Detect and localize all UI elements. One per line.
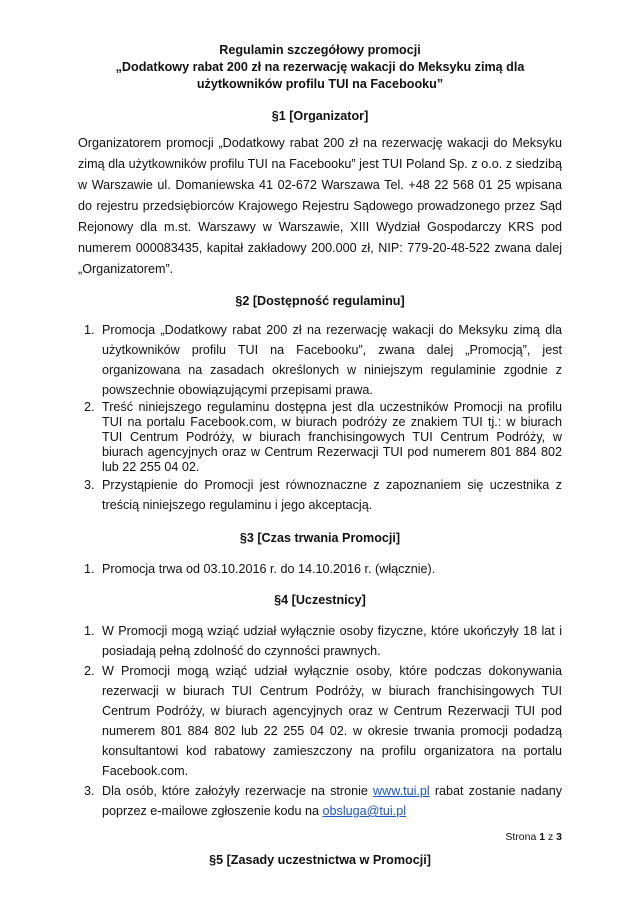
list-item: 2. W Promocji mogą wziąć udział wyłącznie osoby, które podczas dokonywania rezerwacji w biurach TUI Centrum Podróży, w biurach franchisingowych TUI Centrum Podróży, w biurach agencyjnych oraz w Centrum Rezerwacji TUI pod numerem 801 884 802 lub 22 255 04 02. w okresie trwania promocji podadzą konsultantowi kod rabatowy zamieszczony na profilu organizatora na portalu Facebook.com. bbox=[98, 661, 562, 781]
title-line-1: Regulamin szczegółowy promocji bbox=[219, 43, 421, 57]
list-item: 2. Treść niniejszego regulaminu dostępna jest dla uczestników Promocji na profilu TUI na portalu Facebook.com, w biurach podróży ze znakiem TUI tj.: w biurach TUI Centrum Podróży, w biurach franchisingowych TUI Centrum Podróży, w biurach agencyjnych oraz w Centrum Rezerwacji TUI pod numerem 801 884 802 lub 22 255 04 02. bbox=[98, 400, 562, 475]
section-1-text: Organizatorem promocji „Dodatkowy rabat 200 zł na rezerwację wakacji do Meksyku zimą dla użytkowników profilu TUI na Facebooku” jest TUI Poland Sp. z o.o. z siedzibą w Warszawie ul. Domaniewska 41 02-672 Warszawa Tel. +48 22 568 01 25 wpisana do rejestru przedsiębiorców Krajowego Rejestru Sądowego prowadzonego przez Sąd Rejonowy dla m.st. Warszawy w Warszawie, XIII Wydział Gospodarczy KRS pod numerem 000083435, kapitał zakładowy 200.000 zł, NIP: 779-20-48-522 zwana dalej „Organizatorem”. bbox=[78, 136, 562, 276]
title-line-2: „Dodatkowy rabat 200 zł na rezerwację wakacji do Meksyku zimą dla bbox=[115, 60, 525, 74]
item-text: Dla osób, które założyły rezerwacje na stronie bbox=[102, 784, 374, 798]
email-link[interactable]: obsluga@tui.pl bbox=[322, 804, 407, 818]
footer-sep: z bbox=[547, 831, 554, 843]
section-3-heading: §3 [Czas trwania Promocji] bbox=[239, 531, 401, 545]
list-item: 1. Promocja „Dodatkowy rabat 200 zł na rezerwację wakacji do Meksyku zimą dla użytkowników profilu TUI na Facebooku”, zwana dalej „Promocją”, jest organizowana na zasadach określonych w niniejszym regulaminie zgodnie z powszechnie obowiązującymi przepisami prawa. bbox=[98, 320, 562, 400]
current-page: 1 bbox=[539, 831, 546, 843]
section-2-list bbox=[78, 320, 562, 515]
list-item: 1. W Promocji mogą wziąć udział wyłącznie osoby fizyczne, które ukończyły 18 lat i posiadają pełną zdolność do czynności prawnych. bbox=[98, 621, 562, 661]
list-item bbox=[98, 781, 562, 821]
document-page bbox=[78, 42, 562, 867]
section-5-heading: §5 [Zasady uczestnictwa w Promocji] bbox=[209, 853, 431, 867]
section-4-heading: §4 [Uczestnicy] bbox=[274, 593, 366, 607]
total-pages: 3 bbox=[556, 831, 562, 843]
section-4-list bbox=[78, 621, 562, 821]
tui-website-link[interactable]: www.tui.pl bbox=[373, 784, 430, 798]
section-3-list bbox=[78, 559, 562, 579]
title-line-3: użytkowników profilu TUI na Facebooku” bbox=[196, 77, 444, 91]
section-2-heading: §2 [Dostępność regulaminu] bbox=[235, 294, 405, 308]
list-item: 3. Przystąpienie do Promocji jest równoznaczne z zapoznaniem się uczestnika z treścią niniejszego regulaminu i jego akceptacją. bbox=[98, 475, 562, 515]
list-item: 1. Promocja trwa od 03.10.2016 r. do 14.10.2016 r. (włącznie). bbox=[98, 559, 562, 579]
document-title bbox=[78, 42, 562, 93]
section-1-heading: §1 [Organizator] bbox=[271, 109, 369, 123]
item-text: rabat zostanie nadany poprzez e-mailowe zgłoszenie kodu na bbox=[102, 784, 562, 818]
page-footer bbox=[505, 831, 562, 843]
footer-label: Strona bbox=[505, 831, 537, 843]
